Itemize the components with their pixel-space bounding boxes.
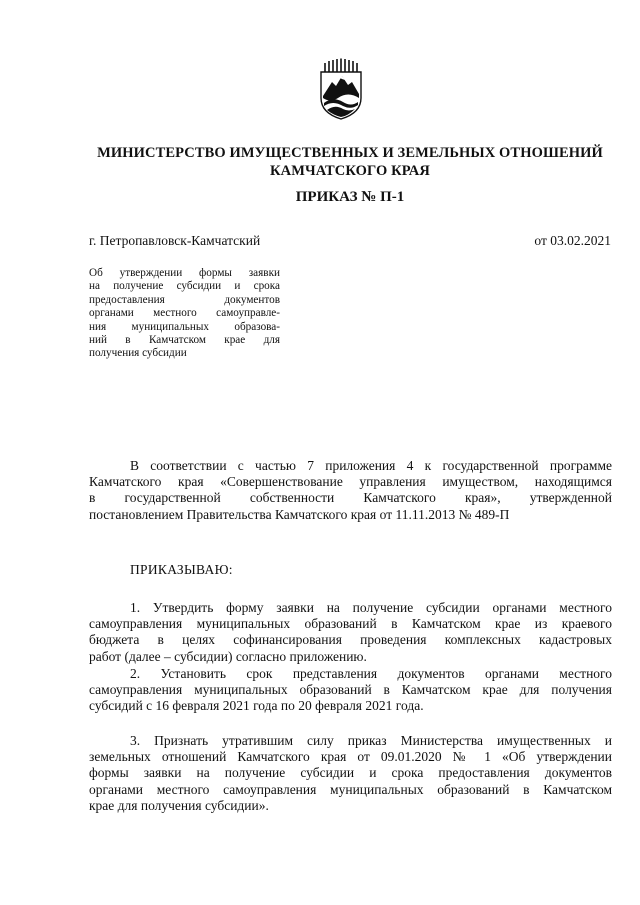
item-line: бюджета в целях софинансирования проведения комплексных кадастровых [89,632,612,648]
document-subject [89,267,280,361]
ministry-name: МИНИСТЕРСТВО ИМУЩЕСТВЕННЫХ И ЗЕМЕЛЬНЫХ ОТНОШЕНИЙ [97,145,603,161]
item-line: самоуправления муниципальных образований в Камчатском крае для получения [89,682,612,698]
item-line: 1. Утвердить форму заявки на получение субсидии органами местного [130,600,612,615]
order-item-3 [89,733,612,814]
item-line: крае для получения субсидии». [89,797,269,813]
subject-line: ний в Камчатском крае для [89,334,280,347]
item-line: земельных отношений Камчатского края от 09.01.2020 № 1 «Об утверждении [89,749,612,765]
subject-line: ния муниципальных образова- [89,320,280,333]
subject-line: органами местного самоуправле- [89,307,280,320]
subject-line: на получение субсидии и срока [89,280,280,293]
preamble-line: постановлением Правительства Камчатского края от 11.11.2013 № 489-П [89,506,510,522]
ministry-region: КАМЧАТСКОГО КРАЯ [270,163,430,179]
order-title: ПРИКАЗ № П-1 [295,189,405,205]
item-line: работ (далее – субсидии) согласно приложению. [89,648,367,664]
item-line: самоуправления муниципальных образований в Камчатском крае из краевого [89,616,612,632]
item-line: 2. Установить срок представления документов органами местного [130,666,612,681]
order-item-1 [89,600,612,665]
document-date: от 03.02.2021 [534,233,611,248]
item-line: формы заявки на получение субсидии и срока предоставления документов [89,765,612,781]
preamble-line: Камчатского края «Совершенствование управления имуществом, находящимся [89,474,612,490]
item-line: органами местного самоуправления муниципальных образований в Камчатском [89,781,612,797]
preamble-paragraph [89,458,612,523]
document-place: г. Петропавловск-Камчатский [89,233,261,248]
ministry-heading [60,144,640,180]
subject-line: Об утверждении формы заявки [89,267,280,279]
subject-line: предоставления документов [89,293,280,306]
kamchatka-coat-of-arms-icon [318,58,364,120]
item-line: субсидий с 16 февраля 2021 года по 20 февраля 2021 года. [89,698,424,714]
preamble-line: В соответствии с частью 7 приложения 4 к государственной программе [130,458,612,473]
subject-line: получения субсидии [89,347,187,360]
order-item-2 [89,666,612,715]
order-directive: ПРИКАЗЫВАЮ: [130,562,233,577]
preamble-line: в государственной собственности Камчатского края», утвержденной [89,490,612,506]
item-line: 3. Признать утратившим силу приказ Министерства имущественных и [130,733,612,748]
